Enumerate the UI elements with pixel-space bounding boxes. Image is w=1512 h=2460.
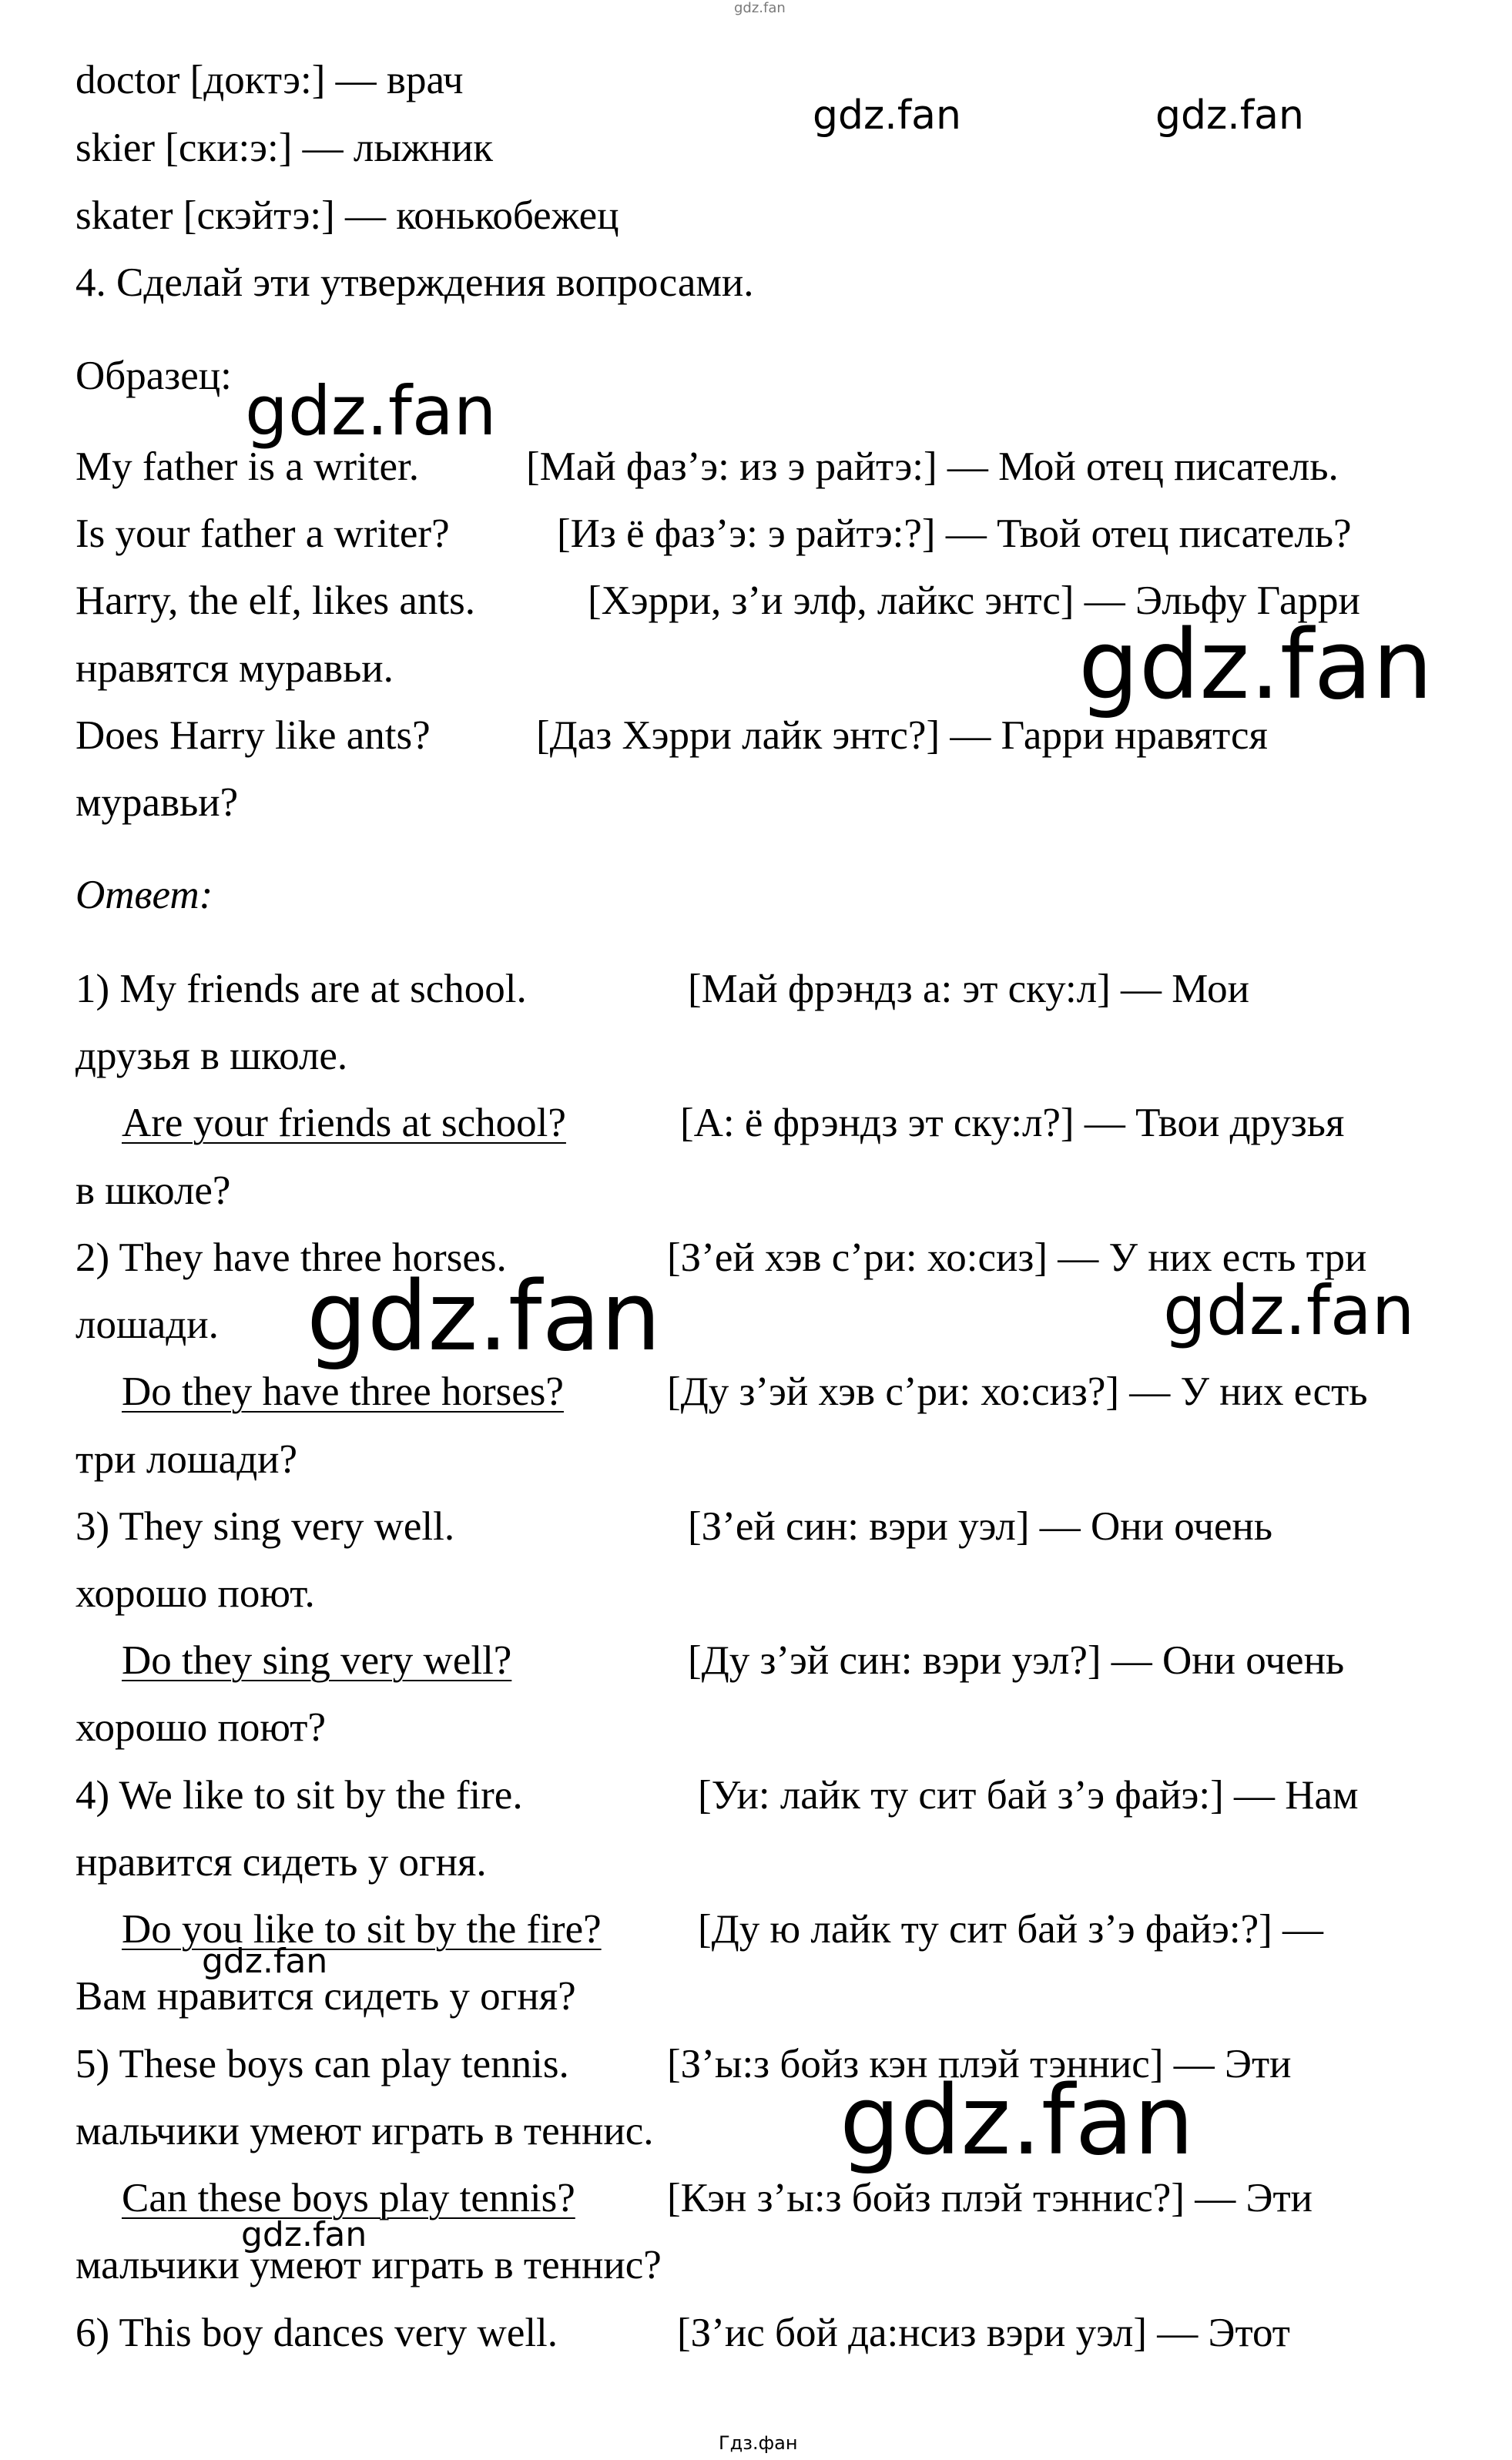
answer-question: Do they have three horses? xyxy=(122,1369,564,1414)
answer-question-cont: мальчики умеют играть в теннис? xyxy=(75,2243,662,2287)
example-en: My father is a writer. xyxy=(75,444,419,489)
answer-question-tr: [Ду ю лайк ту сит бай з’э файэ:?] — xyxy=(698,1907,1324,1952)
answer-question-tr: [А: ё фрэндз эт ску:л?] — Твои друзья xyxy=(680,1101,1345,1145)
answer-question: Do you like to sit by the fire? xyxy=(122,1907,602,1952)
example-en: Harry, the elf, likes ants. xyxy=(75,578,476,623)
answer-statement-tr: [З’ей хэв с’ри: хо:сиз] — У них есть три xyxy=(667,1235,1367,1280)
vocab-line: skier [ски:э:] — лыжник xyxy=(75,126,494,170)
example-label: Образец: xyxy=(75,354,232,398)
example-tr: [Из ё фаз’э: э райтэ:?] — Твой отец писатель? xyxy=(557,511,1352,556)
watermark-top: gdz.fan xyxy=(734,0,786,16)
watermark: gdz.fan xyxy=(840,2066,1195,2177)
answer-question-tr: [Ду з’эй хэв с’ри: хо:сиз?] — У них есть xyxy=(667,1369,1368,1414)
watermark: gdz.fan xyxy=(1078,610,1433,721)
answer-statement: 2) They have three horses. xyxy=(75,1235,507,1280)
answer-statement-tr: [З’ис бой да:нсиз вэри уэл] — Этот xyxy=(677,2311,1290,2355)
answer-question: Are your friends at school? xyxy=(122,1101,566,1145)
answer-question: Can these boys play tennis? xyxy=(122,2176,575,2220)
answer-statement-cont: нравится сидеть у огня. xyxy=(75,1840,487,1885)
answer-question-cont: Вам нравится сидеть у огня? xyxy=(75,1974,576,2019)
answer-label: Ответ: xyxy=(75,873,213,917)
answer-statement-tr: [З’ы:з бойз кэн плэй тэннис] — Эти xyxy=(667,2042,1292,2086)
answer-question-cont: в школе? xyxy=(75,1168,231,1213)
watermark: gdz.fan xyxy=(241,2215,367,2254)
footer-watermark: Гдз.фан xyxy=(719,2432,798,2454)
answer-question-cont: хорошо поют? xyxy=(75,1705,326,1750)
example-tr: [Даз Хэрри лайк энтс?] — Гарри нравятся xyxy=(536,713,1268,758)
example-tr: [Хэрри, з’и элф, лайкс энтс] — Эльфу Гарри xyxy=(588,578,1360,623)
answer-question: Do they sing very well? xyxy=(122,1638,512,1683)
answer-question-tr: [Кэн з’ы:з бойз плэй тэннис?] — Эти xyxy=(667,2176,1313,2220)
answer-statement-cont: мальчики умеют играть в теннис. xyxy=(75,2109,654,2153)
answer-statement-cont: лошади. xyxy=(75,1302,219,1347)
watermark: gdz.fan xyxy=(1163,1271,1415,1350)
vocab-line: skater [скэйтэ:] — конькобежец xyxy=(75,193,619,238)
answer-question-cont: три лошади? xyxy=(75,1437,298,1482)
watermark: gdz.fan xyxy=(1155,92,1304,139)
vocab-line: doctor [доктэ:] — врач xyxy=(75,58,464,102)
watermark: gdz.fan xyxy=(307,1262,662,1372)
task-heading: 4. Сделай эти утверждения вопросами. xyxy=(75,260,754,305)
answer-statement-tr: [Май фрэндз а: эт ску:л] — Мои xyxy=(688,967,1249,1011)
answer-statement: 1) My friends are at school. xyxy=(75,967,527,1011)
example-en: Is your father a writer? xyxy=(75,511,450,556)
answer-statement: 6) This boy dances very well. xyxy=(75,2311,558,2355)
example-cont: нравятся муравьи. xyxy=(75,646,394,691)
answer-statement-tr: [З’ей син: вэри уэл] — Они очень xyxy=(688,1504,1273,1549)
example-tr: [Май фаз’э: из э райтэ:] — Мой отец писатель. xyxy=(526,444,1339,489)
answer-statement-cont: друзья в школе. xyxy=(75,1034,348,1078)
answer-statement: 5) These boys can play tennis. xyxy=(75,2042,569,2086)
answer-statement: 3) They sing very well. xyxy=(75,1504,455,1549)
watermark: gdz.fan xyxy=(202,1942,328,1981)
watermark: gdz.fan xyxy=(813,92,961,139)
answer-question-tr: [Ду з’эй син: вэри уэл?] — Они очень xyxy=(688,1638,1345,1683)
answer-statement: 4) We like to sit by the fire. xyxy=(75,1773,523,1818)
example-cont: муравьи? xyxy=(75,780,239,825)
answer-statement-cont: хорошо поют. xyxy=(75,1571,315,1616)
answer-statement-tr: [Уи: лайк ту сит бай з’э файэ:] — Нам xyxy=(698,1773,1359,1818)
watermark: gdz.fan xyxy=(245,371,497,451)
example-en: Does Harry like ants? xyxy=(75,713,431,758)
